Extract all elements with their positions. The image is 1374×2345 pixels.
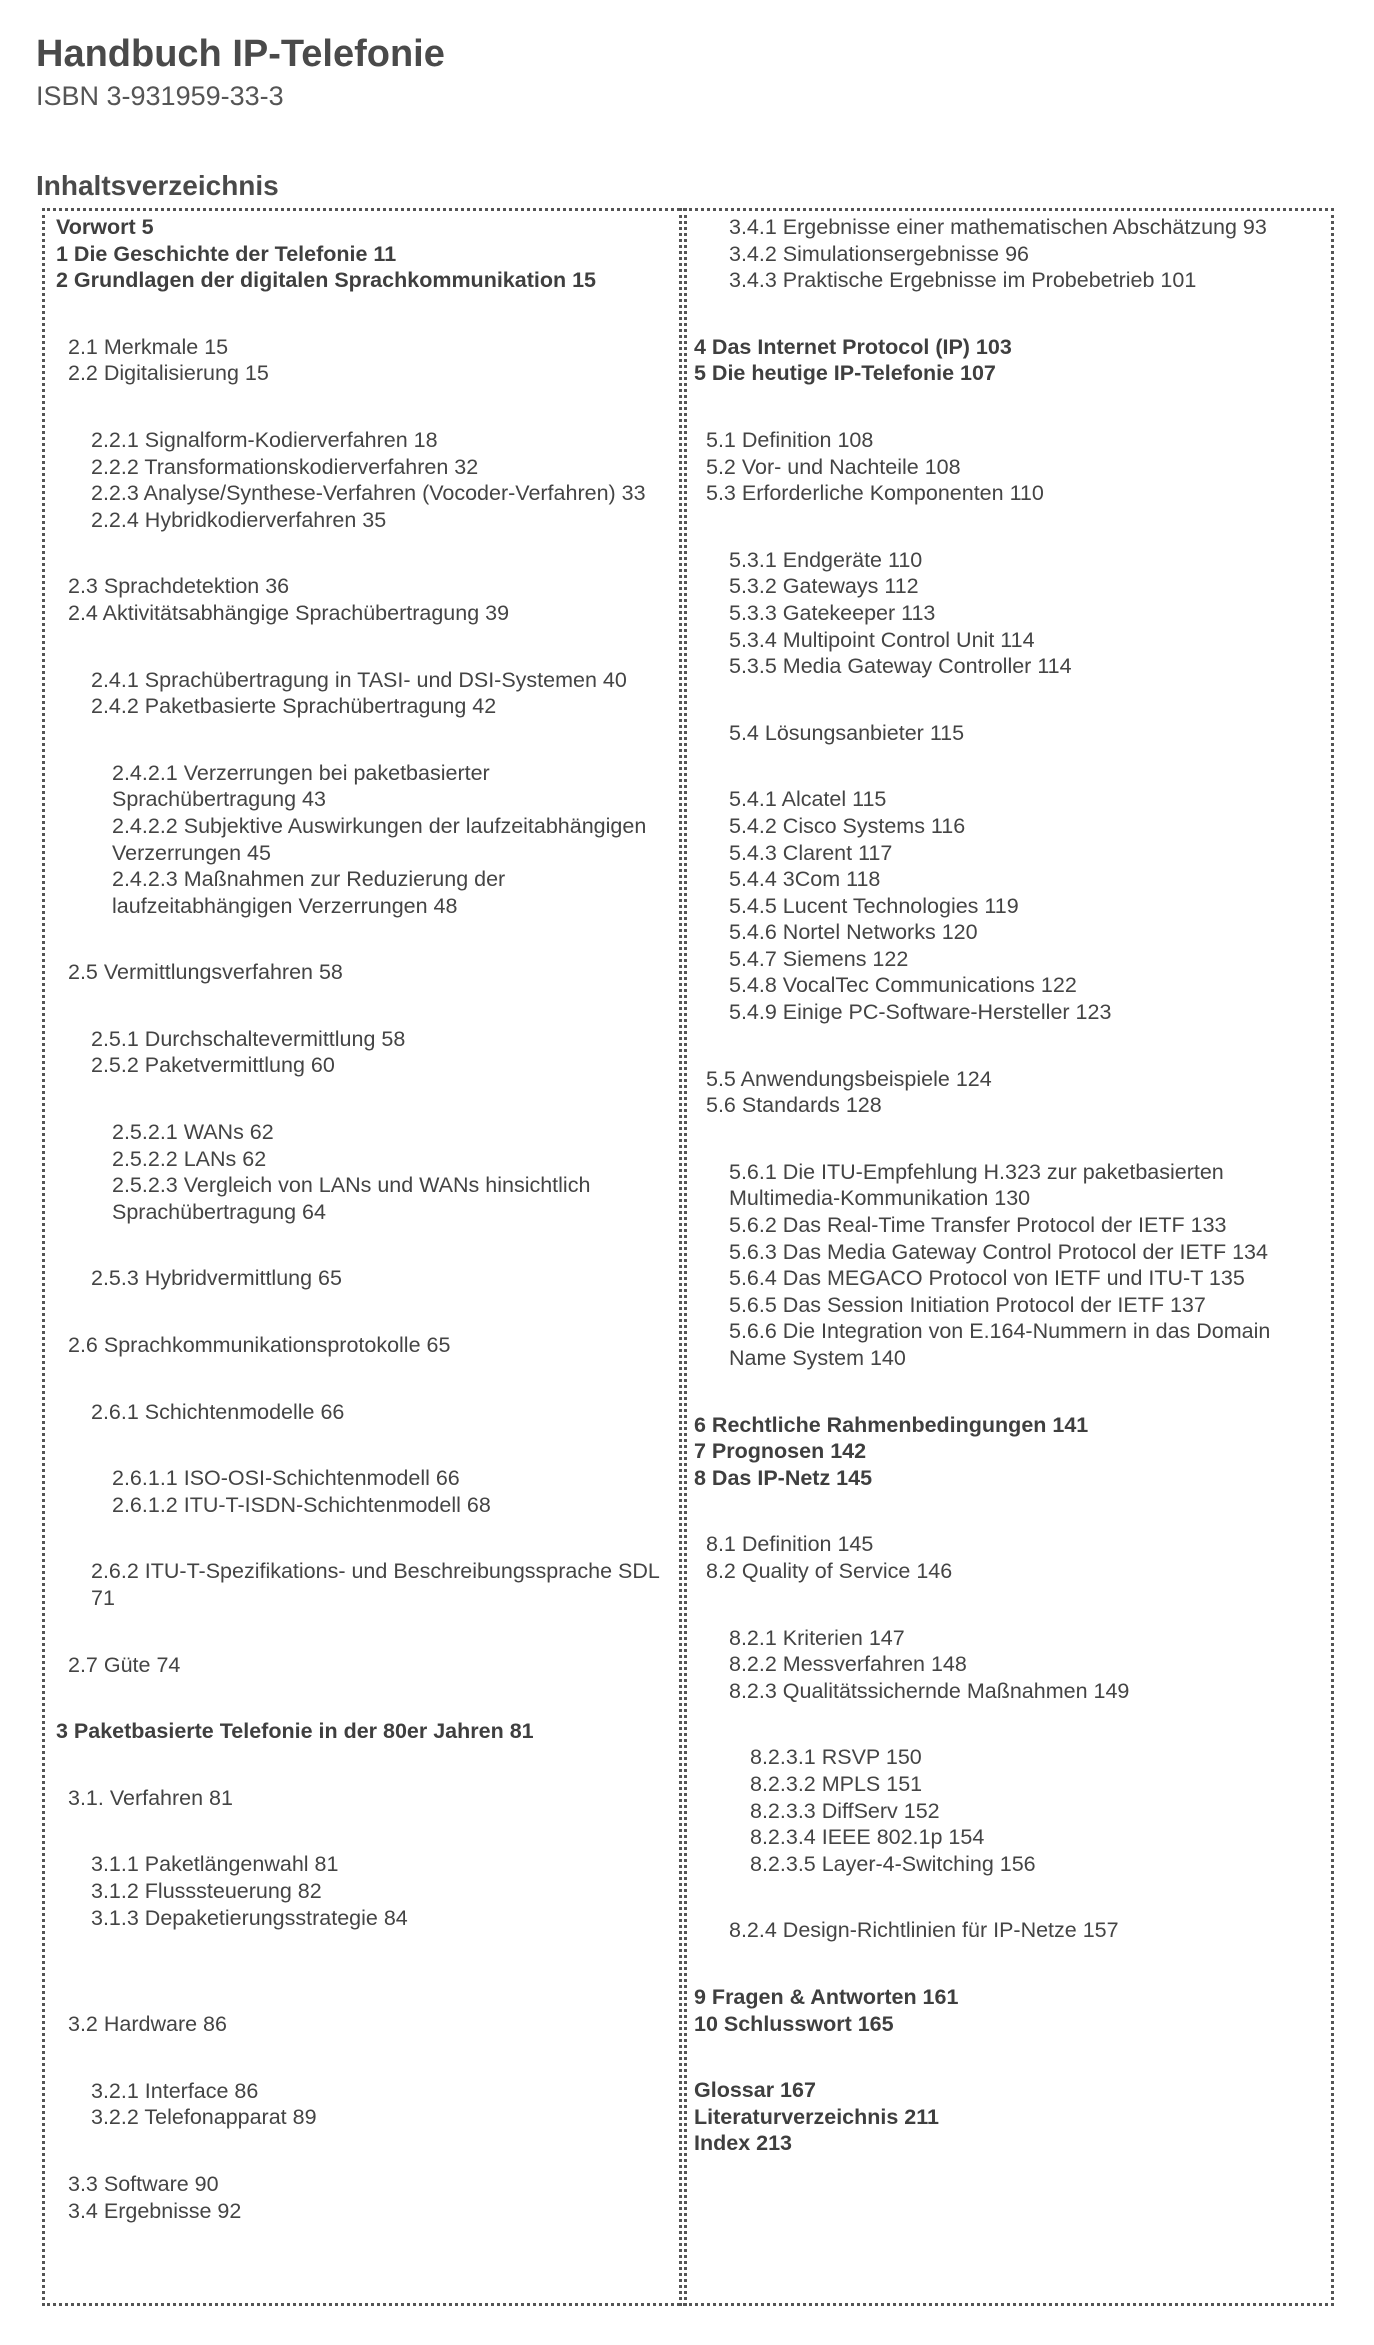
toc-spacer xyxy=(56,720,670,760)
toc-entry: 2.5.1 Durchschaltevermittlung 58 xyxy=(91,1026,406,1051)
toc-spacer xyxy=(694,1585,1322,1625)
toc-spacer xyxy=(56,1612,670,1652)
toc-chapter-entry: 4 Das Internet Protocol (IP) 103 xyxy=(694,334,1012,359)
isbn-number: ISBN 3-931959-33-3 xyxy=(36,81,284,111)
toc-entry: 8.2.4 Design-Richtlinien für IP-Netze 157 xyxy=(729,1918,1119,1943)
toc-entry: 5.6.2 Das Real-Time Transfer Protocol der IETF 133 xyxy=(729,1213,1227,1238)
toc-entry: 5.5 Anwendungsbeispiele 124 xyxy=(706,1066,992,1091)
document-title: Handbuch IP-Telefonie xyxy=(36,33,445,75)
toc-entry: 8.2.3.5 Layer-4-Switching 156 xyxy=(750,1851,1036,1876)
toc-entry: 5.6.6 Die Integration von E.164-Nummern in das Domain Name System 140 xyxy=(729,1319,1271,1370)
toc-entry: 2.3 Sprachdetektion 36 xyxy=(68,574,290,599)
toc-entry: 3.3 Software 90 xyxy=(68,2171,219,2196)
toc-entry: 5.3.5 Media Gateway Controller 114 xyxy=(729,654,1072,679)
document-header xyxy=(36,30,445,114)
toc-chapter-entry: 5 Die heutige IP-Telefonie 107 xyxy=(694,361,996,386)
toc-entry: 5.4.4 3Com 118 xyxy=(729,867,881,892)
toc-spacer xyxy=(56,1292,670,1332)
toc-spacer xyxy=(56,1745,670,1785)
toc-chapter-entry: 10 Schlusswort 165 xyxy=(694,2011,894,2036)
toc-entry: 8.2.3.3 DiffServ 152 xyxy=(750,1798,940,1823)
toc-entry: 2.2.1 Signalform-Kodierverfahren 18 xyxy=(91,427,438,452)
toc-entry: 8.1 Definition 145 xyxy=(706,1532,874,1557)
toc-entry: 5.6.4 Das MEGACO Protocol von IETF und ITU-T 135 xyxy=(729,1266,1245,1291)
toc-right-column xyxy=(694,214,1322,2157)
toc-entry: 5.4.7 Siemens 122 xyxy=(729,946,909,971)
toc-entry: 2.6.1.2 ITU-T-ISDN-Schichtenmodell 68 xyxy=(112,1492,491,1517)
toc-entry: 2.5.2 Paketvermittlung 60 xyxy=(91,1053,335,1078)
toc-entry: 5.3 Erforderliche Komponenten 110 xyxy=(706,481,1044,506)
toc-entry: 2.6.2 ITU-T-Spezifikations- und Beschreibungssprache SDL 71 xyxy=(91,1559,660,1610)
toc-entry: 5.6 Standards 128 xyxy=(706,1093,882,1118)
toc-entry: 5.4.2 Cisco Systems 116 xyxy=(729,813,966,838)
toc-left-column xyxy=(56,214,670,2224)
toc-entry: 3.1.1 Paketlängenwahl 81 xyxy=(91,1852,339,1877)
toc-entry: 8.2 Quality of Service 146 xyxy=(706,1558,953,1583)
toc-entry: 8.2.3 Qualitätssichernde Maßnahmen 149 xyxy=(729,1678,1130,1703)
toc-entry: 2.4.2.2 Subjektive Auswirkungen der laufzeitabhängigen Verzerrungen 45 xyxy=(112,813,647,865)
toc-entry: 5.3.3 Gatekeeper 113 xyxy=(729,600,936,625)
toc-entry: 5.3.2 Gateways 112 xyxy=(729,574,919,599)
toc-chapter-entry: Glossar 167 xyxy=(694,2078,816,2103)
toc-spacer xyxy=(694,680,1322,720)
toc-entry: 8.2.3.1 RSVP 150 xyxy=(750,1745,922,1770)
toc-spacer xyxy=(694,507,1322,547)
toc-spacer xyxy=(56,533,670,573)
toc-spacer xyxy=(56,2038,670,2078)
toc-entry: 2.5.2.1 WANs 62 xyxy=(112,1120,274,1145)
toc-spacer xyxy=(56,1425,670,1465)
toc-entry: 5.4.5 Lucent Technologies 119 xyxy=(729,893,1019,918)
toc-spacer xyxy=(694,294,1322,334)
toc-entry: 5.6.5 Das Session Initiation Protocol der IETF 137 xyxy=(729,1292,1206,1317)
toc-entry: 5.4.1 Alcatel 115 xyxy=(729,787,887,812)
toc-chapter-entry: 6 Rechtliche Rahmenbedingungen 141 xyxy=(694,1412,1089,1437)
toc-spacer xyxy=(694,1944,1322,1984)
toc-spacer xyxy=(694,1026,1322,1066)
toc-entry: 2.2.2 Transformationskodierverfahren 32 xyxy=(91,454,479,479)
toc-chapter-entry: Literaturverzeichnis 211 xyxy=(694,2104,939,2129)
toc-entry: 5.6.1 Die ITU-Empfehlung H.323 zur paketbasierten Multimedia-Kommunikation 130 xyxy=(729,1159,1224,1211)
toc-entry: 5.4.3 Clarent 117 xyxy=(729,840,893,865)
toc-entry: 2.5.2.2 LANs 62 xyxy=(112,1146,267,1171)
toc-entry: 2.2.3 Analyse/Synthese-Verfahren (Vocoder-Verfahren) 33 xyxy=(91,481,646,506)
toc-entry: 5.4.9 Einige PC-Software-Hersteller 123 xyxy=(729,1000,1112,1025)
toc-entry: 3.1.3 Depaketierungsstrategie 84 xyxy=(91,1905,408,1930)
toc-entry: 3.4.3 Praktische Ergebnisse im Probebetrieb 101 xyxy=(729,268,1197,293)
toc-entry: 2.5 Vermittlungsverfahren 58 xyxy=(68,960,343,985)
toc-entry: 8.2.2 Messverfahren 148 xyxy=(729,1652,967,1677)
toc-entry: 3.1.2 Flusssteuerung 82 xyxy=(91,1878,322,1903)
toc-spacer xyxy=(56,986,670,1026)
toc-entry: 2.4.2 Paketbasierte Sprachübertragung 42 xyxy=(91,694,497,719)
toc-chapter-entry: Index 213 xyxy=(694,2131,792,2156)
toc-entry: 2.6.1 Schichtenmodelle 66 xyxy=(91,1399,345,1424)
toc-entry: 2.6 Sprachkommunikationsprotokolle 65 xyxy=(68,1333,451,1358)
toc-spacer xyxy=(56,2131,670,2171)
toc-entry: 3.4.2 Simulationsergebnisse 96 xyxy=(729,241,1029,266)
toc-spacer xyxy=(56,387,670,427)
toc-entry: 2.4.1 Sprachübertragung in TASI- und DSI-Systemen 40 xyxy=(91,667,627,692)
toc-chapter-entry: 8 Das IP-Netz 145 xyxy=(694,1465,873,1490)
toc-entry: 8.2.1 Kriterien 147 xyxy=(729,1625,905,1650)
toc-entry: 2.2.4 Hybridkodierverfahren 35 xyxy=(91,507,387,532)
toc-spacer xyxy=(694,1704,1322,1744)
toc-entry: 3.4 Ergebnisse 92 xyxy=(68,2198,242,2223)
toc-spacer xyxy=(56,1971,670,2011)
toc-spacer xyxy=(694,2037,1322,2077)
toc-spacer xyxy=(56,1811,670,1851)
toc-entry: 5.3.1 Endgeräte 110 xyxy=(729,547,923,572)
toc-entry: 3.4.1 Ergebnisse einer mathematischen Abschätzung 93 xyxy=(729,215,1267,239)
toc-entry: 3.2.1 Interface 86 xyxy=(91,2078,259,2103)
toc-entry: 2.5.2.3 Vergleich von LANs und WANs hinsichtlich Sprachübertragung 64 xyxy=(112,1173,591,1224)
toc-entry: 3.2 Hardware 86 xyxy=(68,2012,227,2037)
toc-chapter-entry: 7 Prognosen 142 xyxy=(694,1439,867,1464)
toc-chapter-entry: 3 Paketbasierte Telefonie in der 80er Jahren 81 xyxy=(56,1719,534,1744)
toc-entry: 2.5.3 Hybridvermittlung 65 xyxy=(91,1266,342,1291)
toc-spacer xyxy=(694,1372,1322,1412)
toc-spacer xyxy=(56,1518,670,1558)
toc-entry: 5.4.6 Nortel Networks 120 xyxy=(729,920,978,945)
toc-spacer xyxy=(56,1359,670,1399)
toc-entry: 5.4.8 VocalTec Communications 122 xyxy=(729,973,1077,998)
toc-heading: Inhaltsverzeichnis xyxy=(36,170,279,201)
toc-entry: 5.4 Lösungsanbieter 115 xyxy=(729,720,965,745)
toc-entry: 5.2 Vor- und Nachteile 108 xyxy=(706,454,961,479)
toc-spacer xyxy=(694,1877,1322,1917)
toc-entry: 5.6.3 Das Media Gateway Control Protocol der IETF 134 xyxy=(729,1239,1268,1264)
toc-entry: 2.4.2.3 Maßnahmen zur Reduzierung der laufzeitabhängigen Verzerrungen 48 xyxy=(112,867,506,918)
toc-spacer xyxy=(56,919,670,959)
toc-entry: 2.4 Aktivitätsabhängige Sprachübertragung 39 xyxy=(68,600,510,625)
toc-spacer xyxy=(56,1079,670,1119)
toc-entry: 2.7 Güte 74 xyxy=(68,1652,181,1677)
toc-entry: 3.2.2 Telefonapparat 89 xyxy=(91,2105,317,2130)
toc-entry: 2.2 Digitalisierung 15 xyxy=(68,361,269,386)
toc-entry: 5.1 Definition 108 xyxy=(706,427,874,452)
toc-spacer xyxy=(694,387,1322,427)
toc-entry: 2.6.1.1 ISO-OSI-Schichtenmodell 66 xyxy=(112,1466,460,1491)
toc-spacer xyxy=(694,746,1322,786)
toc-entry: 2.1 Merkmale 15 xyxy=(68,334,229,359)
toc-spacer xyxy=(56,1225,670,1265)
toc-entry: 3.1. Verfahren 81 xyxy=(68,1785,233,1810)
toc-spacer xyxy=(694,1119,1322,1159)
toc-entry: 2.4.2.1 Verzerrungen bei paketbasierter Sprachübertragung 43 xyxy=(112,760,490,812)
toc-entry: 8.2.3.2 MPLS 151 xyxy=(750,1771,923,1796)
toc-entry: 5.3.4 Multipoint Control Unit 114 xyxy=(729,627,1035,652)
toc-chapter-entry: 1 Die Geschichte der Telefonie 11 xyxy=(56,241,397,266)
toc-column-divider xyxy=(679,208,687,2306)
toc-entry: 8.2.3.4 IEEE 802.1p 154 xyxy=(750,1825,985,1850)
toc-spacer xyxy=(694,1491,1322,1531)
toc-chapter-entry: 2 Grundlagen der digitalen Sprachkommunikation 15 xyxy=(56,268,596,293)
toc-chapter-entry: 9 Fragen & Antworten 161 xyxy=(694,1984,959,2009)
toc-spacer xyxy=(56,627,670,667)
toc-chapter-entry: Vorwort 5 xyxy=(56,215,154,239)
toc-spacer xyxy=(56,294,670,334)
toc-spacer xyxy=(56,1931,670,1971)
toc-spacer xyxy=(56,1678,670,1718)
